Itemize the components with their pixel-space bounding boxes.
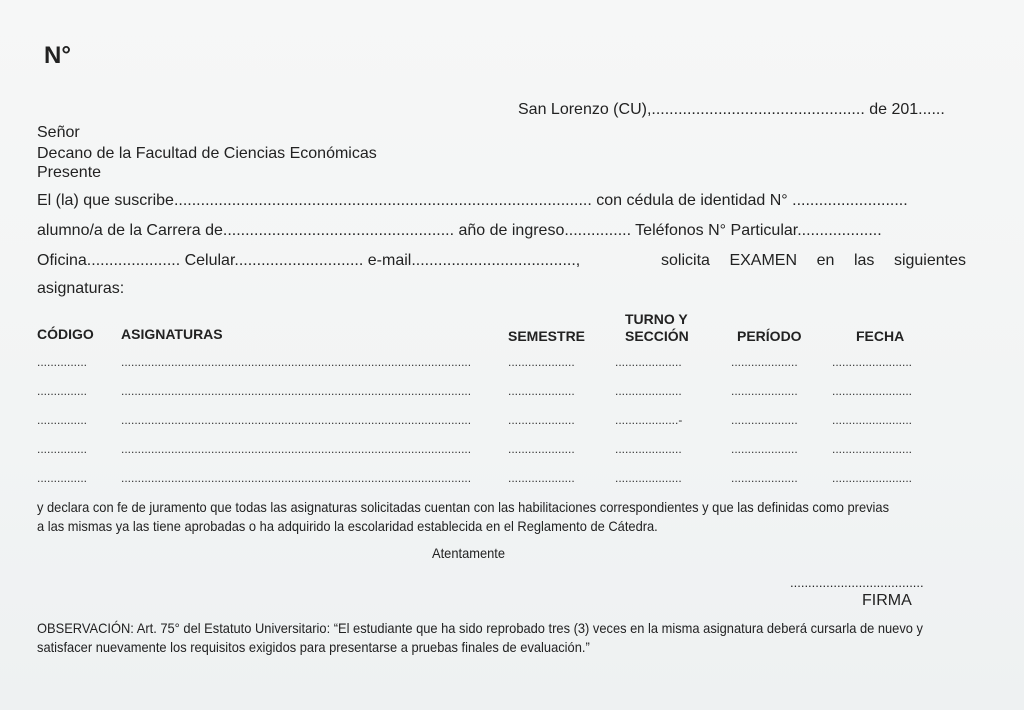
row-asignatura: ......................................................................................................... [121, 442, 472, 456]
row-codigo: ............... [37, 442, 88, 456]
row-periodo: .................... [731, 413, 798, 427]
form-line-contacts: Oficina..................... Celular............................. e-mail....................................., [37, 252, 581, 269]
header-periodo: PERÍODO [737, 328, 802, 344]
header-codigo: CÓDIGO [37, 326, 94, 342]
closing-text: Atentamente [432, 545, 506, 561]
row-periodo: .................... [731, 471, 798, 485]
row-turno: .................... [615, 384, 682, 398]
row-fecha: ........................ [832, 413, 913, 427]
declaration-text: y declara con fe de juramento que todas las asignaturas solicitadas cuentan con las habilitaciones correspondientes y que las definidas como previas a las mismas ya las tiene aprobadas o ha adquirido la escolaridad establecida en el Reglamento de Cátedra. [37, 499, 890, 534]
form-number-label: N° [44, 42, 71, 69]
row-semestre: .................... [508, 384, 575, 398]
place-date-line: San Lorenzo (CU),................................................ de 201...... [518, 101, 945, 118]
row-periodo: .................... [731, 442, 798, 456]
row-fecha: ........................ [832, 355, 913, 369]
form-line-name-id: El (la) que suscribe.............................................................................................. con cédula de identidad N° .......................... [37, 192, 908, 209]
addressee-position: Decano de la Facultad de Ciencias Económicas [37, 145, 377, 162]
row-codigo: ............... [37, 384, 88, 398]
row-asignatura: ......................................................................................................... [121, 355, 472, 369]
row-periodo: .................... [731, 355, 798, 369]
row-semestre: .................... [508, 471, 575, 485]
row-asignatura: ......................................................................................................... [121, 384, 472, 398]
row-turno: .................... [615, 471, 682, 485]
header-turno-seccion: TURNO Y SECCIÓN [625, 311, 689, 344]
row-codigo: ............... [37, 413, 88, 427]
row-turno: .................... [615, 442, 682, 456]
header-semestre: SEMESTRE [508, 328, 586, 344]
observation-text: OBSERVACIÓN: Art. 75° del Estatuto Universitario: “El estudiante que ha sido reprobado tres (3) veces en la misma asignatura deberá cursarla de nuevo y satisfacer nuevamente los requisitos exigidos para presentarse a pruebas finales de evaluación.” [37, 620, 923, 655]
row-asignatura: ......................................................................................................... [121, 471, 472, 485]
row-turno: .................... [615, 355, 682, 369]
row-codigo: ............... [37, 471, 88, 485]
form-line-subjects-label: asignaturas: [37, 280, 125, 297]
header-fecha: FECHA [856, 328, 905, 344]
form-line-career-phones: alumno/a de la Carrera de.................................................... año de ingreso............... Teléfonos N° Particular................... [37, 222, 882, 239]
row-fecha: ........................ [832, 471, 913, 485]
signature-label: FIRMA [862, 592, 912, 609]
addressee-presente: Presente [37, 164, 102, 181]
row-asignatura: ......................................................................................................... [121, 413, 472, 427]
form-line-request: solicita EXAMEN en las siguientes [661, 252, 966, 269]
row-fecha: ........................ [832, 384, 913, 398]
header-asignaturas: ASIGNATURAS [121, 326, 223, 342]
row-periodo: .................... [731, 384, 798, 398]
row-codigo: ............... [37, 355, 88, 369]
signature-line: ..................................... [790, 575, 924, 590]
row-semestre: .................... [508, 413, 575, 427]
addressee-title: Señor [37, 124, 80, 141]
row-semestre: .................... [508, 355, 575, 369]
row-fecha: ........................ [832, 442, 913, 456]
row-semestre: .................... [508, 442, 575, 456]
row-turno: ...................- [615, 413, 683, 427]
